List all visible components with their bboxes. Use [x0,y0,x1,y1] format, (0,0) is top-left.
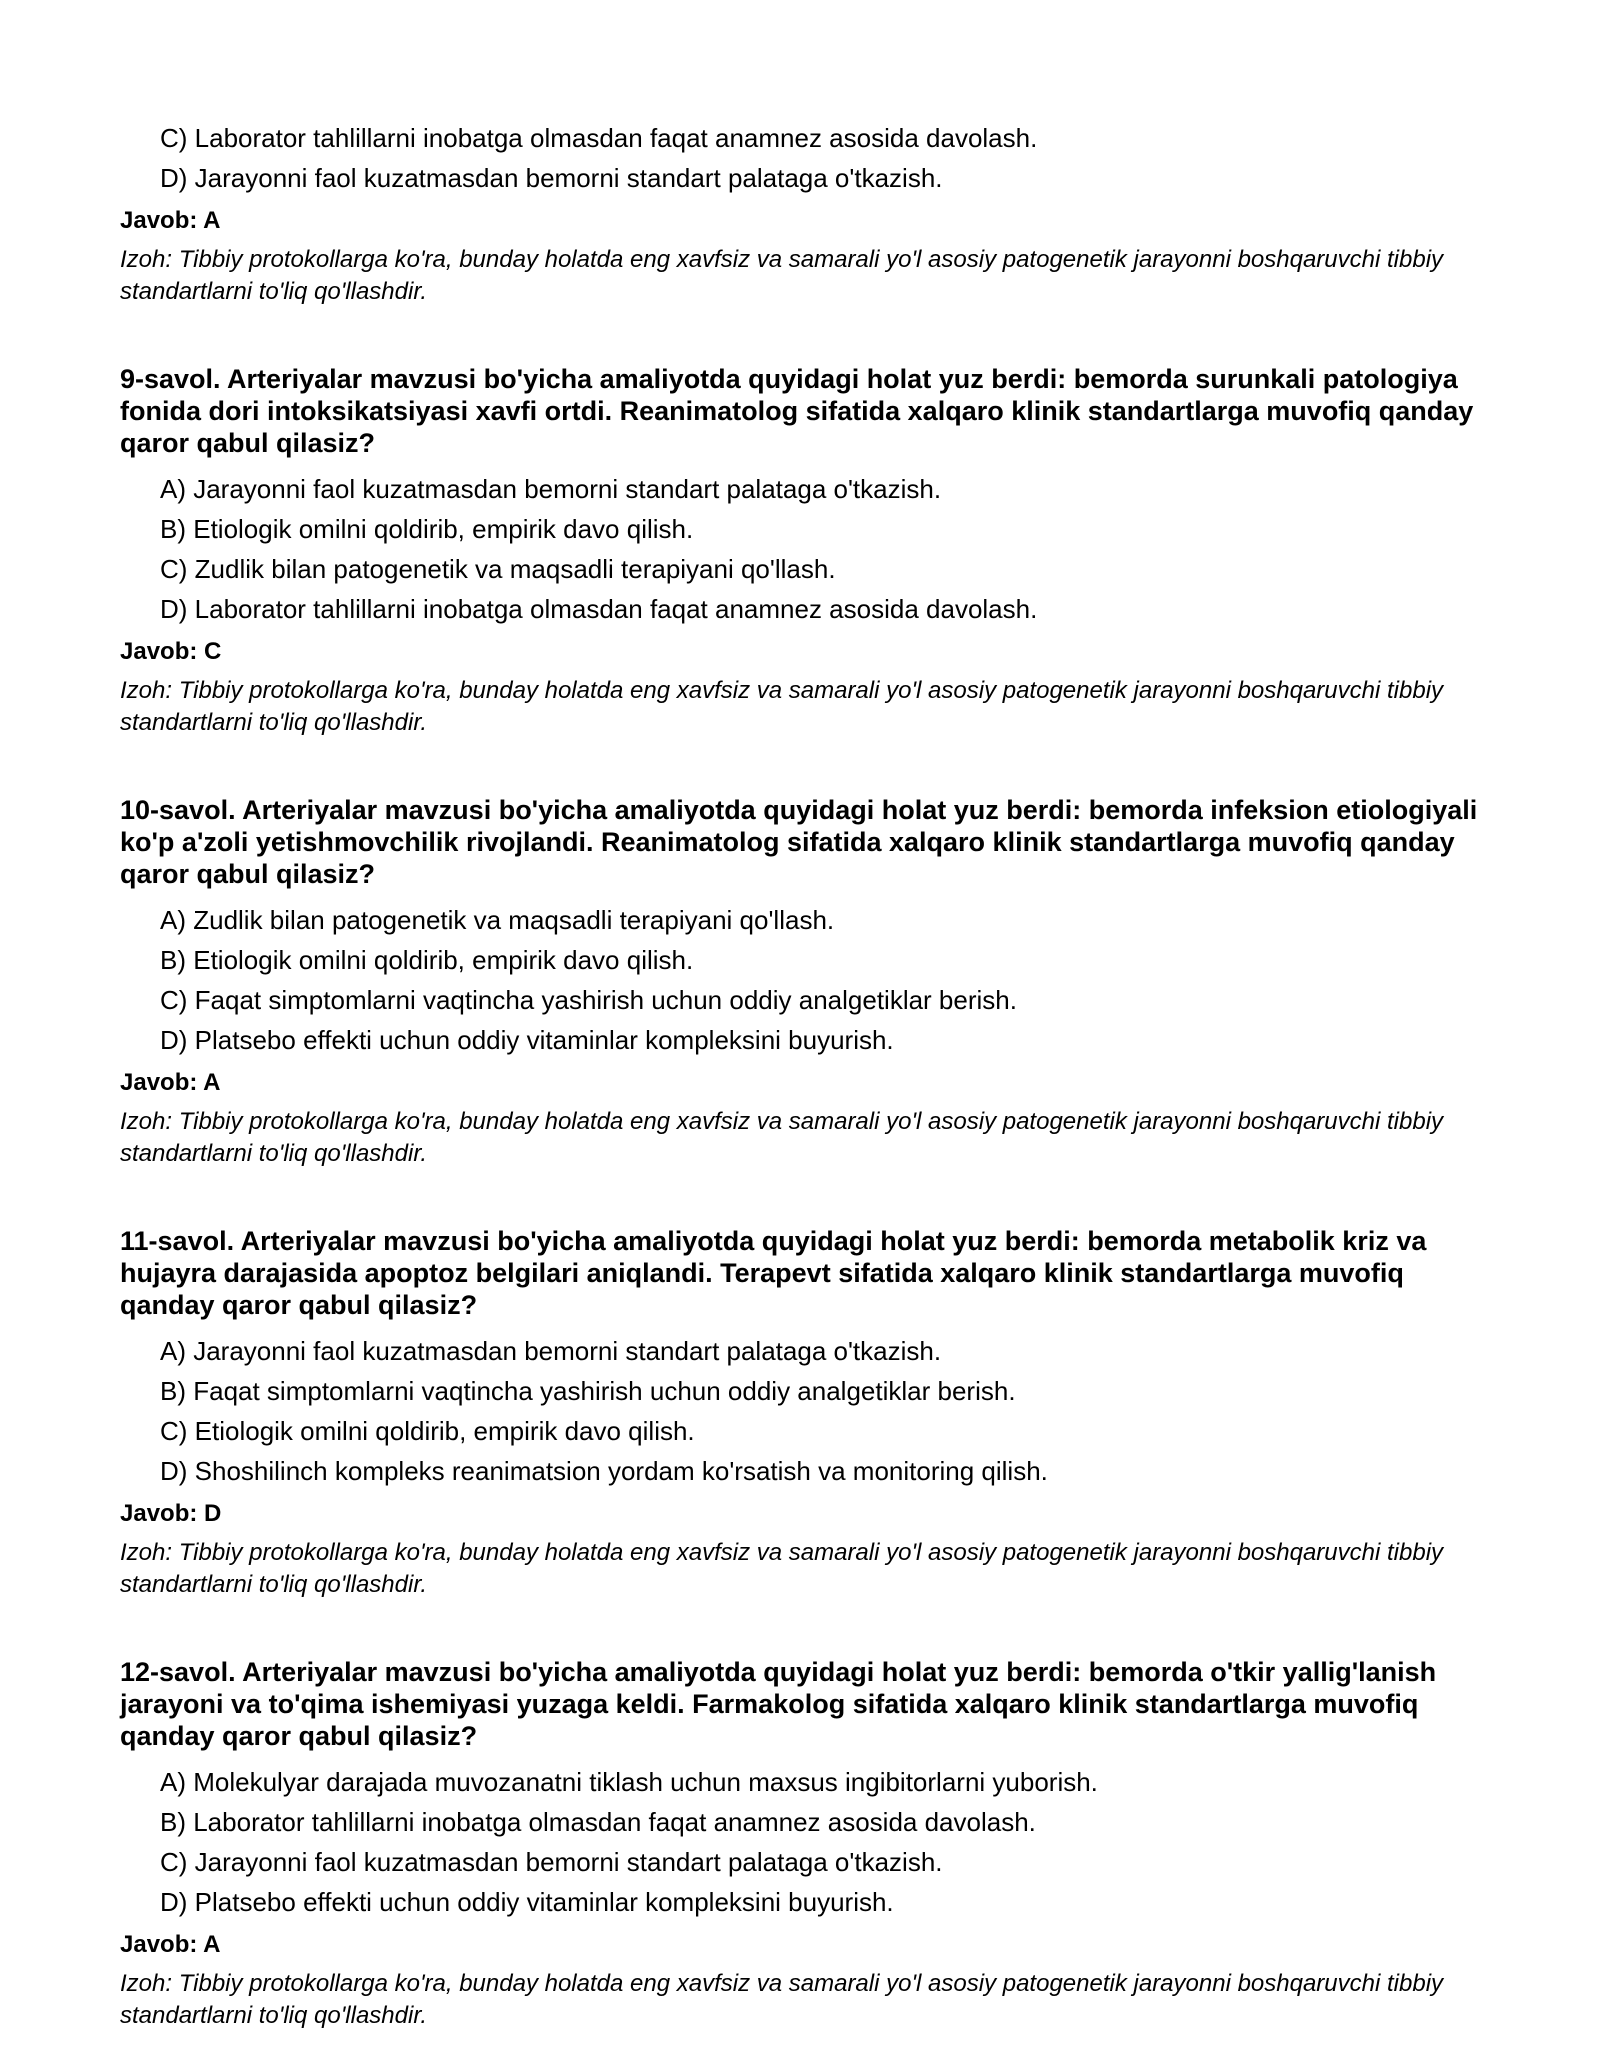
question-text: 11-savol. Arteriyalar mavzusi bo'yicha amaliyotda quyidagi holat yuz berdi: bemorda metabolik kriz va hujayra darajasida apoptoz belgilari aniqlandi. Terapevt sifatida xalqaro klinik standartlarga muvofiq qanday qaror qabul qilasiz? [120,1226,1427,1320]
option-d: D) Platsebo effekti uchun oddiy vitaminlar kompleksini buyurish. [160,1025,894,1055]
option-b: B) Etiologik omilni qoldirib, empirik davo qilish. [160,514,694,544]
question-block-11 [120,1225,1490,1601]
question-block-10 [120,794,1490,1170]
option-c: C) Etiologik omilni qoldirib, empirik davo qilish. [160,1416,695,1446]
option-b: B) Laborator tahlillarni inobatga olmasdan faqat anamnez asosida davolash. [160,1807,1036,1837]
explanation-note: Izoh: Tibbiy protokollarga ko'ra, bunday holatda eng xavfsiz va samarali yo'l asosiy patogenetik jarayonni boshqaruvchi tibbiy standartlarni to'liq qo'llashdir. [120,1539,1444,1598]
option-d: D) Platsebo effekti uchun oddiy vitaminlar kompleksini buyurish. [160,1887,894,1917]
question-block-12 [120,1656,1490,2032]
option-c: C) Faqat simptomlarni vaqtincha yashirish uchun oddiy analgetiklar berish. [160,985,1017,1015]
answer-label: Javob: C [120,638,222,665]
intro-block [120,118,1490,308]
option-d: D) Shoshilinch kompleks reanimatsion yordam ko'rsatish va monitoring qilish. [160,1456,1048,1486]
option-d: D) Jarayonni faol kuzatmasdan bemorni standart palataga o'tkazish. [160,163,943,193]
option-d: D) Laborator tahlillarni inobatga olmasdan faqat anamnez asosida davolash. [160,594,1038,624]
answer-label: Javob: D [120,1500,222,1527]
answer-label: Javob: A [120,1069,221,1096]
explanation-note: Izoh: Tibbiy protokollarga ko'ra, bunday holatda eng xavfsiz va samarali yo'l asosiy patogenetik jarayonni boshqaruvchi tibbiy standartlarni to'liq qo'llashdir. [120,1970,1444,2029]
option-c: C) Zudlik bilan patogenetik va maqsadli terapiyani qo'llash. [160,554,836,584]
document-page [120,118,1490,2032]
question-text: 10-savol. Arteriyalar mavzusi bo'yicha amaliyotda quyidagi holat yuz berdi: bemorda infeksion etiologiyali ko'p a'zoli yetishmovchilik rivojlandi. Reanimatolog sifatida xalqaro klinik standartlarga muvofiq qanday qaror qabul qilasiz? [120,795,1478,889]
option-b: B) Faqat simptomlarni vaqtincha yashirish uchun oddiy analgetiklar berish. [160,1376,1016,1406]
option-a: A) Jarayonni faol kuzatmasdan bemorni standart palataga o'tkazish. [160,474,942,504]
option-b: B) Etiologik omilni qoldirib, empirik davo qilish. [160,945,694,975]
answer-label: Javob: A [120,207,221,234]
option-c: C) Jarayonni faol kuzatmasdan bemorni standart palataga o'tkazish. [160,1847,943,1877]
question-text: 12-savol. Arteriyalar mavzusi bo'yicha amaliyotda quyidagi holat yuz berdi: bemorda o'tkir yallig'lanish jarayoni va to'qima ishemiyasi yuzaga keldi. Farmakolog sifatida xalqaro klinik standartlarga muvofiq qanday qaror qabul qilasiz? [120,1657,1437,1751]
answer-label: Javob: A [120,1931,221,1958]
explanation-note: Izoh: Tibbiy protokollarga ko'ra, bunday holatda eng xavfsiz va samarali yo'l asosiy patogenetik jarayonni boshqaruvchi tibbiy standartlarni to'liq qo'llashdir. [120,677,1444,736]
question-block-9 [120,363,1490,739]
option-a: A) Molekulyar darajada muvozanatni tiklash uchun maxsus ingibitorlarni yuborish. [160,1767,1098,1797]
option-a: A) Zudlik bilan patogenetik va maqsadli terapiyani qo'llash. [160,905,835,935]
option-a: A) Jarayonni faol kuzatmasdan bemorni standart palataga o'tkazish. [160,1336,942,1366]
explanation-note: Izoh: Tibbiy protokollarga ko'ra, bunday holatda eng xavfsiz va samarali yo'l asosiy patogenetik jarayonni boshqaruvchi tibbiy standartlarni to'liq qo'llashdir. [120,246,1444,305]
option-c: C) Laborator tahlillarni inobatga olmasdan faqat anamnez asosida davolash. [160,123,1038,153]
explanation-note: Izoh: Tibbiy protokollarga ko'ra, bunday holatda eng xavfsiz va samarali yo'l asosiy patogenetik jarayonni boshqaruvchi tibbiy standartlarni to'liq qo'llashdir. [120,1108,1444,1167]
question-text: 9-savol. Arteriyalar mavzusi bo'yicha amaliyotda quyidagi holat yuz berdi: bemorda surunkali patologiya fonida dori intoksikatsiyasi xavfi ortdi. Reanimatolog sifatida xalqaro klinik standartlarga muvofiq qanday qaror qabul qilasiz? [120,364,1474,458]
